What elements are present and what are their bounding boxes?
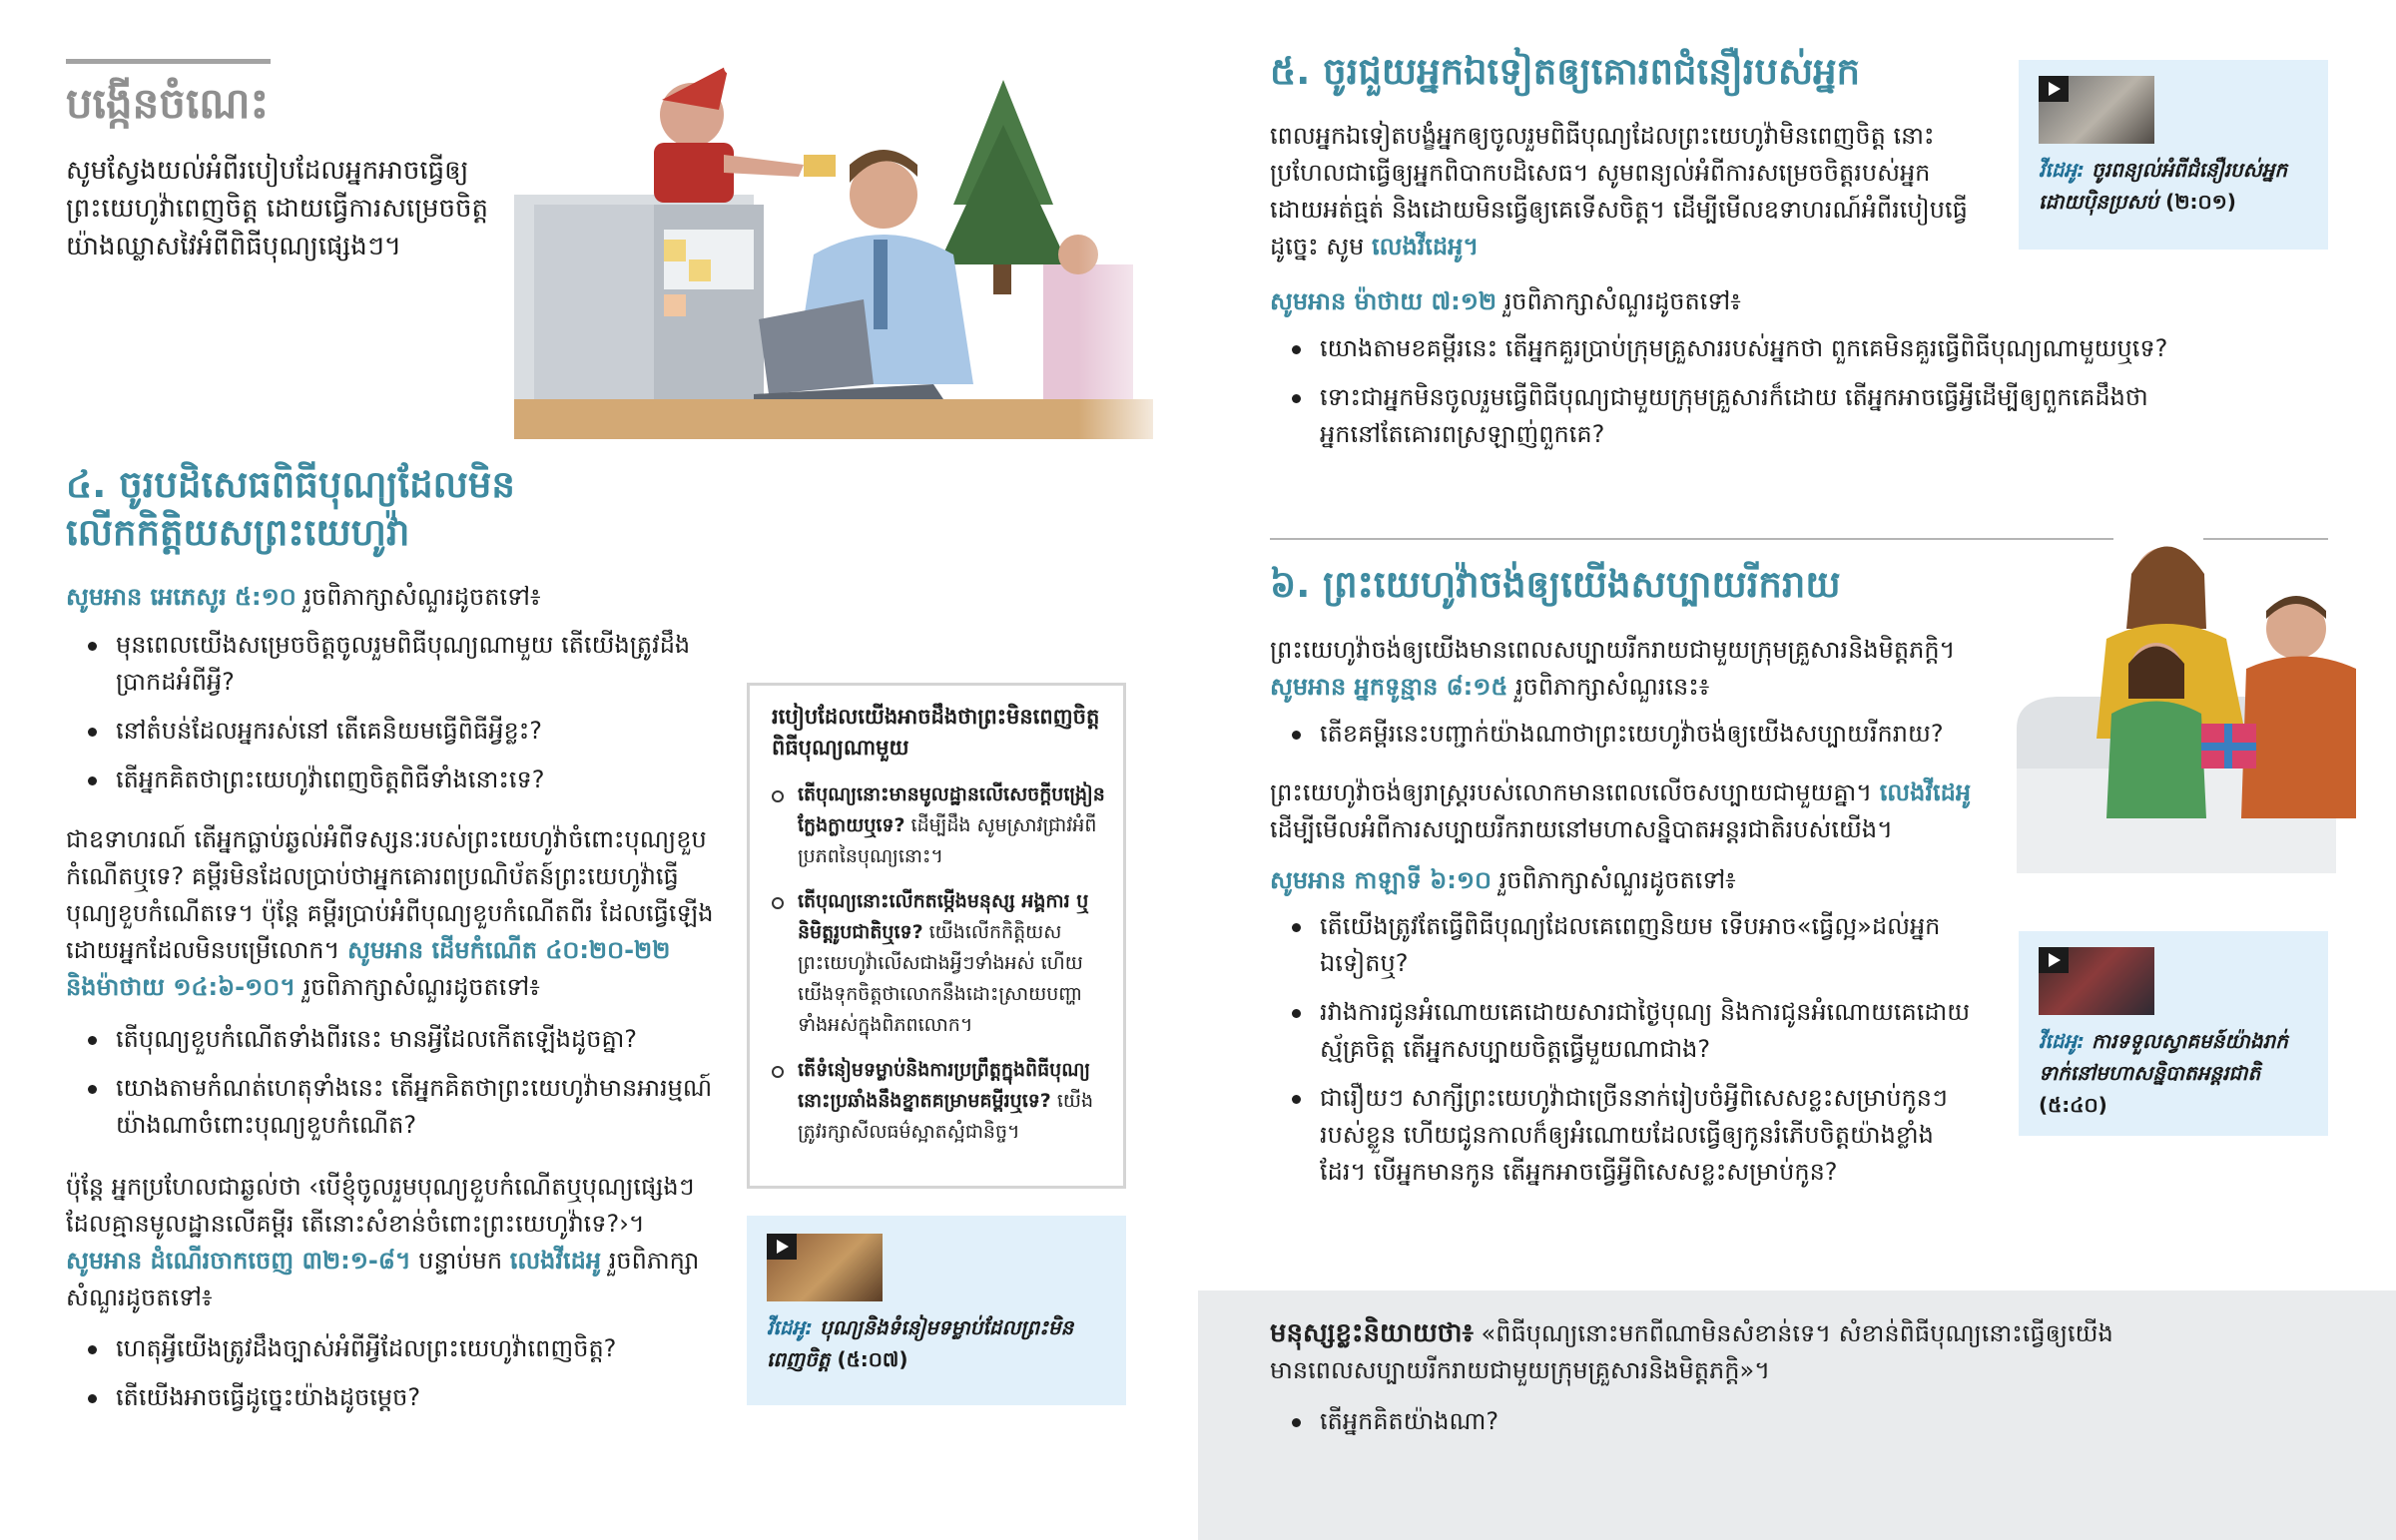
list-item: តើយើងត្រូវតែធ្វើពិធីបុណ្យដែលគេពេញនិយម ទើបអាច«ធ្វើល្អ»ដល់អ្នកឯទៀតឬ? xyxy=(1270,908,1979,982)
section6-para1 xyxy=(1270,632,1989,706)
video-duration: (៥:០៧) xyxy=(830,1347,908,1371)
section6-questions1 xyxy=(1270,716,1989,765)
list-item xyxy=(772,886,1107,1041)
sidebox-list xyxy=(772,779,1107,1148)
play-video-link[interactable]: លេងវីដេអូ។ xyxy=(1371,233,1480,260)
video-caption xyxy=(2039,1025,2318,1121)
section4-para1-text: ជាឧទាហរណ៍ តើអ្នកធ្លាប់ឆ្ងល់អំពីទស្សនៈរបស់ព្រះយេហូវ៉ាចំពោះបុណ្យខួបកំណើតឬទេ? គម្ពីរមិនដែលប្រាប់ថាអ្នកគោរពប្រណិប័តន៍ព្រះយេហូវ៉ាធ្វើបុណ្យខួបកំណើតទេ។ ប៉ុន្តែ គម្ពីរប្រាប់អំពីបុណ្យខួបកំណើតពីរ ដែលធ្វើឡើងដោយអ្នកដែលមិនបម្រើលោក។ xyxy=(66,825,714,964)
section5-para xyxy=(1270,118,1979,265)
play-icon[interactable] xyxy=(2039,947,2069,973)
section4-para2-ref[interactable]: សូមអាន ដំណើរចាកចេញ ៣២:១-៨។ xyxy=(66,1247,411,1275)
section5-para-text: ពេលអ្នកឯទៀតបង្ខំអ្នកឲ្យចូលរួមពិធីបុណ្យដែលព្រះយេហូវ៉ាមិនពេញចិត្ត នោះប្រហែលជាធ្វើឲ្យអ្នកពិបាកបដិសេធ។ សូមពន្យល់អំពីការសម្រេចចិត្តរបស់អ្នកដោយអត់ធ្មត់ និងដោយមិនធ្វើឲ្យគេទើសចិត្ត។ ដើម្បីមើលឧទាហរណ៍អំពីរបៀបធ្វើដូច្នេះ សូម xyxy=(1270,122,1968,260)
intro-text: សូមស្វែងយល់អំពីរបៀបដែលអ្នកអាចធ្វើឲ្យព្រះយេហូវ៉ាពេញចិត្ត ដោយធ្វើការសម្រេចចិត្តយ៉ាងឈ្លាសវៃអំពីពិធីបុណ្យផ្សេងៗ។ xyxy=(66,156,489,261)
video-thumbnail[interactable] xyxy=(2039,76,2154,144)
section4-para1-tail: រួចពិភាក្សាសំណួរដូចតទៅ៖ xyxy=(296,973,540,1001)
sidebox-question: តើទំនៀមទម្លាប់និងការប្រព្រឹត្តក្នុងពិធីបុណ្យនោះប្រឆាំងនឹងខ្នាតគម្រាមគម្ពីរឬទេ? xyxy=(798,1059,1091,1112)
play-icon[interactable] xyxy=(767,1234,797,1260)
section4-para2-tail: រួចពិភាក្សាសំណួរដូចតទៅ៖ xyxy=(66,1247,700,1311)
section6-read2 xyxy=(1270,862,1989,899)
video-duration: (២:០១) xyxy=(2158,190,2236,214)
sidebox-answer: ដើម្បីដឹង សូមស្រាវជ្រាវអំពីប្រភពនៃបុណ្យនោះ។ xyxy=(798,814,1097,867)
section6-read1-ref[interactable]: សូមអាន អ្នកទូន្មាន ៨:១៥ xyxy=(1270,673,1508,701)
video-caption xyxy=(767,1311,1111,1375)
section4-heading-line1: ៤. ចូរបដិសេធពិធីបុណ្យដែលមិន xyxy=(66,463,515,506)
sidebox-title: របៀបដែលយើងអាចដឹងថាព្រះមិនពេញចិត្តពិធីបុណ្យណាមួយ xyxy=(772,705,1100,760)
video-title[interactable]: ការទទួលស្វាគមន៍យ៉ាងរាក់ទាក់នៅមហាសន្និបាតអន្តរជាតិ xyxy=(2039,1029,2288,1085)
some-say-questions xyxy=(1270,1403,2069,1452)
sidebox-question: តើបុណ្យនោះមានមូលដ្ឋានលើសេចក្ដីបង្រៀនក្លែងក្លាយឬទេ? xyxy=(798,783,1105,836)
list-item: តើអ្នកគិតថាព្រះយេហូវ៉ាពេញចិត្តពិធីទាំងនោះទេ? xyxy=(66,762,705,798)
section4-para2-mid: បន្ទាប់មក xyxy=(410,1247,510,1275)
section4-questions2 xyxy=(66,1021,715,1156)
section4-para2-text: ប៉ុន្តែ អ្នកប្រហែលជាឆ្ងល់ថា ‹បើខ្ញុំចូលរួមបុណ្យខួបកំណើតឬបុណ្យផ្សេងៗដែលគ្មានមូលដ្ឋានលើគម្ពីរ តើនោះសំខាន់ចំពោះព្រះយេហូវ៉ាទេ?›។ xyxy=(66,1173,695,1238)
list-item: ទោះជាអ្នកមិនចូលរួមធ្វើពិធីបុណ្យជាមួយក្រុមគ្រួសារក៏ដោយ តើអ្នកអាចធ្វើអ្វីដើម្បីឲ្យពួកគេដឹងថាអ្នកនៅតែគោរពស្រឡាញ់ពួកគេ? xyxy=(1270,379,2168,453)
sidebox-answer: យើងលើកកិត្តិយសព្រះយេហូវ៉ាលើសជាងអ្វីៗទាំងអស់ ហើយយើងទុកចិត្តថាលោកនឹងដោះស្រាយបញ្ហាទាំងអស់ក្នុងពិភពលោក។ xyxy=(798,921,1083,1036)
section6-para2-text: ព្រះយេហូវ៉ាចង់ឲ្យរាស្ត្ររបស់លោកមានពេលលើចសប្បាយជាមួយគ្នា។ xyxy=(1270,778,1880,806)
list-item: យោងតាមកំណត់ហេតុទាំងនេះ តើអ្នកគិតថាព្រះយេហូវ៉ាមានអារម្មណ៍យ៉ាងណាចំពោះបុណ្យខួបកំណើត? xyxy=(66,1070,715,1144)
section4-para2 xyxy=(66,1169,715,1316)
section4-questions1 xyxy=(66,627,705,810)
list-item xyxy=(772,779,1107,872)
video-duration: (៥:៤០) xyxy=(2039,1093,2107,1117)
section6-para1-text: ព្រះយេហូវ៉ាចង់ឲ្យយើងមានពេលសប្បាយរីករាយជាមួយក្រុមគ្រួសារនិងមិត្តភក្ដិ។ xyxy=(1270,636,1956,664)
section4-questions3 xyxy=(66,1330,715,1428)
section6-read2-ref[interactable]: សូមអាន កាឡាទី ៦:១០ xyxy=(1270,866,1493,894)
list-item: តើខគម្ពីរនេះបញ្ជាក់យ៉ាងណាថាព្រះយេហូវ៉ាចង់ឲ្យយើងសប្បាយរីករាយ? xyxy=(1270,716,1989,753)
list-item: តើយើងអាចធ្វើដូច្នេះយ៉ាងដូចម្ដេច? xyxy=(66,1379,715,1416)
section4-heading xyxy=(66,461,665,557)
video-box-left[interactable] xyxy=(747,1216,1126,1405)
section6-para2 xyxy=(1270,774,1989,848)
list-item: តើអ្នកគិតយ៉ាងណា? xyxy=(1270,1403,2069,1440)
video-box-right1[interactable] xyxy=(2019,60,2328,250)
section5-read-rest: រួចពិភាក្សាសំណួរដូចតទៅ៖ xyxy=(1497,287,1741,315)
video-title[interactable]: ចូរពន្យល់អំពីជំនឿរបស់អ្នកដោយប៉ិនប្រសប់ xyxy=(2039,158,2288,214)
section6-read1-rest: រួចពិភាក្សាសំណួរនេះ៖ xyxy=(1507,673,1710,701)
section4-para1 xyxy=(66,821,715,1006)
intro-title: បង្កើនចំណេះ xyxy=(66,79,270,128)
video-label: វីដេអូ: xyxy=(2039,158,2086,182)
video-box-right2[interactable] xyxy=(2019,931,2328,1136)
play-video-link[interactable]: លេងវីដេអូ xyxy=(1879,778,1972,806)
list-item: នៅតំបន់ដែលអ្នករស់នៅ តើគេនិយមធ្វើពិធីអ្វីខ្លះ? xyxy=(66,713,705,750)
section6-heading: ៦. ព្រះយេហូវ៉ាចង់ឲ្យយើងសប្បាយរីករាយ xyxy=(1270,563,1841,606)
section6-questions2 xyxy=(1270,908,1979,1203)
section6-para2-tail: ដើម្បីមើលអំពីការសប្បាយរីករាយនៅមហាសន្និបាតអន្តរជាតិរបស់យើង។ xyxy=(1270,815,1893,843)
section5-read-ref[interactable]: សូមអាន ម៉ាថាយ ៧:១២ xyxy=(1270,287,1498,315)
sidebox xyxy=(747,683,1126,1189)
list-item xyxy=(772,1055,1107,1148)
section4-heading-line2: លើកកិត្តិយសព្រះយេហូវ៉ា xyxy=(66,511,410,554)
section6-read2-rest: រួចពិភាក្សាសំណួរដូចតទៅ៖ xyxy=(1492,866,1736,894)
list-item: ជារឿយៗ សាក្សីព្រះយេហូវ៉ាជាច្រើននាក់រៀបចំអ្វីពិសេសខ្លះសម្រាប់កូនៗរបស់ខ្លួន ហើយជូនកាលក៏ឲ្យអំណោយដែលធ្វើឲ្យកូនរំភើបចិត្តយ៉ាងខ្លាំងដែរ។ បើអ្នកមានកូន តើអ្នកអាចធ្វើអ្វីពិសេសខ្លះសម្រាប់កូន? xyxy=(1270,1080,1979,1191)
video-thumbnail[interactable] xyxy=(2039,947,2154,1015)
section4-para1-ref[interactable]: សូមអាន ដើមកំណើត ៤០:២០-២២ និងម៉ាថាយ ១៤:៦-១០។ xyxy=(66,936,671,1001)
list-item: មុនពេលយើងសម្រេចចិត្តចូលរួមពិធីបុណ្យណាមួយ តើយើងត្រូវដឹងប្រាកដអំពីអ្វី? xyxy=(66,627,705,701)
section5-questions xyxy=(1270,330,2168,465)
sidebox-answer: យើងត្រូវរក្សាសីលធម៌ស្អាតស្អំជានិច្ច។ xyxy=(798,1090,1094,1143)
sidebox-question: តើបុណ្យនោះលើកតម្កើងមនុស្ស អង្គការ ឬនិមិត្តរូបជាតិឬទេ? xyxy=(798,890,1089,943)
play-video-link[interactable]: លេងវីដេអូ xyxy=(509,1247,602,1275)
play-icon[interactable] xyxy=(2039,76,2069,102)
section4-read1-ref[interactable]: សូមអាន អេភេសូរ ៥:១០ xyxy=(66,583,297,611)
section4-read1 xyxy=(66,579,705,616)
list-item: តើបុណ្យខួបកំណើតទាំងពីរនេះ មានអ្វីដែលកើតឡើងដូចគ្នា? xyxy=(66,1021,715,1058)
section5-heading: ៥. ចូរជួយអ្នកឯទៀតឲ្យគោរពជំនឿរបស់អ្នក xyxy=(1270,50,1861,93)
list-item: យោងតាមខគម្ពីរនេះ តើអ្នកគួរប្រាប់ក្រុមគ្រួសាររបស់អ្នកថា ពួកគេមិនគួរធ្វើពិធីបុណ្យណាមួយឬទេ? xyxy=(1270,330,2168,367)
office-illustration xyxy=(514,55,1178,439)
video-label: វីដេអូ: xyxy=(767,1315,814,1339)
some-say-lead: មនុស្សខ្លះនិយាយថា៖ xyxy=(1270,1318,1474,1348)
family-illustration xyxy=(2017,519,2356,873)
video-title[interactable]: បុណ្យនិងទំនៀមទម្លាប់ដែលព្រះមិនពេញចិត្ត xyxy=(767,1315,1074,1371)
video-thumbnail[interactable] xyxy=(767,1234,883,1301)
some-say-quote: «ពិធីបុណ្យនោះមកពីណាមិនសំខាន់ទេ។ សំខាន់ពិធីបុណ្យនោះធ្វើឲ្យយើងមានពេលសប្បាយរីករាយជាមួយក្រុមគ្រួសារនិងមិត្តភក្ដិ»។ xyxy=(1270,1319,2113,1384)
intro-rule xyxy=(66,59,271,64)
section-divider xyxy=(1270,538,2113,540)
section4-read1-rest: រួចពិភាក្សាសំណួរដូចតទៅ៖ xyxy=(296,583,541,611)
list-item: ហេតុអ្វីយើងត្រូវដឹងច្បាស់អំពីអ្វីដែលព្រះយេហូវ៉ាពេញចិត្ត? xyxy=(66,1330,715,1367)
video-caption xyxy=(2039,154,2318,218)
section5-read xyxy=(1270,283,1979,320)
video-label: វីដេអូ: xyxy=(2039,1029,2086,1053)
list-item: រវាងការជូនអំណោយគេដោយសារជាថ្ងៃបុណ្យ និងការជូនអំណោយគេដោយស្ម័គ្រចិត្ត តើអ្នកសប្បាយចិត្តធ្វើមួយណាជាង? xyxy=(1270,994,1979,1068)
some-say-text xyxy=(1270,1315,2148,1389)
